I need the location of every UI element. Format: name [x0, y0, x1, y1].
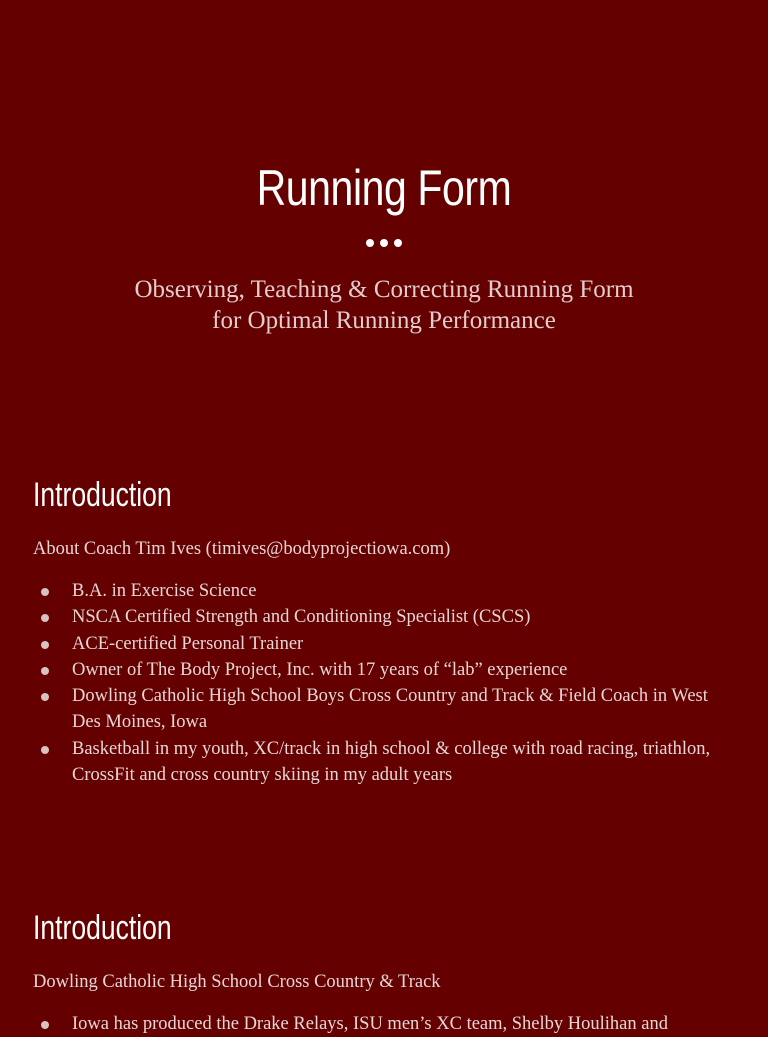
- intro-lead-text: About Coach Tim Ives (timives@bodyprojectiowa.com): [33, 539, 451, 559]
- program-list: [33, 1011, 733, 1037]
- list-item: Basketball in my youth, XC/track in high school & college with road racing, triathlon, CrossFit and cross country skiing in my adult years: [33, 736, 733, 789]
- title-separator-dots: [0, 239, 768, 247]
- subtitle-line-1: Observing, Teaching & Correcting Running Form: [134, 276, 634, 303]
- list-item: Dowling Catholic High School Boys Cross Country and Track & Field Coach in West Des Moines, Iowa: [33, 683, 733, 736]
- section-heading: Introduction: [33, 476, 172, 514]
- list-item: Owner of The Body Project, Inc. with 17 years of “lab” experience: [33, 657, 733, 683]
- intro-lead-text: Dowling Catholic High School Cross Country & Track: [33, 972, 441, 992]
- title-slide: [0, 0, 768, 433]
- slide-subtitle: [0, 274, 768, 336]
- slide-title: Running Form: [256, 160, 512, 216]
- separator-dot: [380, 239, 388, 247]
- subtitle-line-2: for Optimal Running Performance: [212, 307, 556, 334]
- list-item: Iowa has produced the Drake Relays, ISU men’s XC team, Shelby Houlihan and: [33, 1011, 733, 1037]
- list-item: B.A. in Exercise Science: [33, 578, 733, 604]
- credentials-list: [33, 578, 733, 788]
- separator-dot: [366, 239, 374, 247]
- section-heading: Introduction: [33, 909, 172, 947]
- list-item: NSCA Certified Strength and Conditioning Specialist (CSCS): [33, 604, 733, 630]
- list-item: ACE-certified Personal Trainer: [33, 631, 733, 657]
- separator-dot: [394, 239, 402, 247]
